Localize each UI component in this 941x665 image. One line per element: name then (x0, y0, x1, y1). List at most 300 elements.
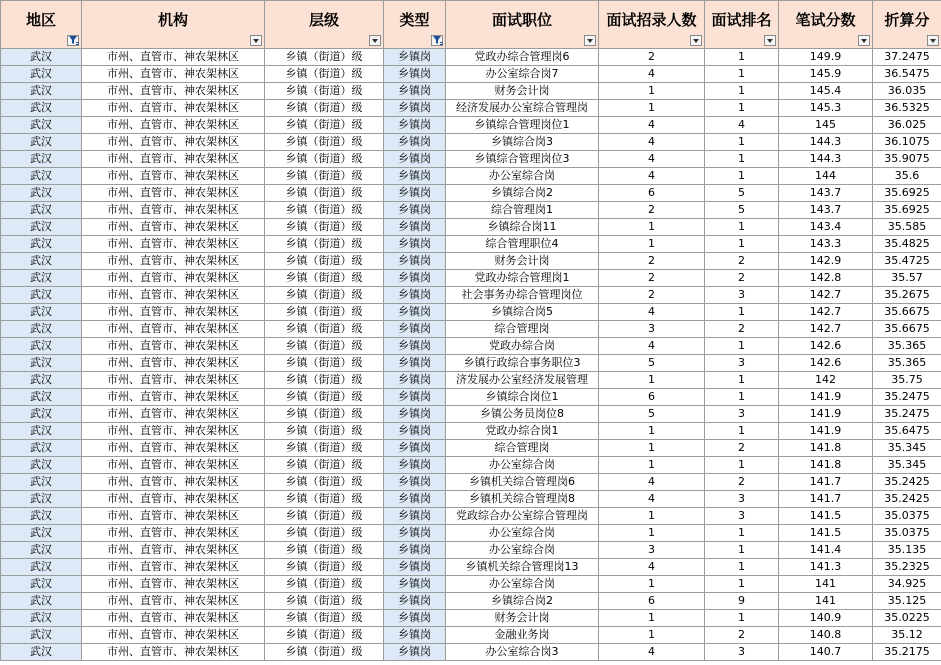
table-row[interactable] (1, 168, 941, 185)
rank-cell[interactable]: 2 (705, 627, 779, 644)
org-cell[interactable]: 市州、直管市、神农架林区 (82, 270, 265, 287)
level-cell[interactable]: 乡镇（街道）级 (265, 321, 384, 338)
converted-score-cell[interactable]: 37.2475 (873, 49, 941, 66)
converted-score-cell[interactable]: 35.2475 (873, 389, 941, 406)
type-cell[interactable]: 乡镇岗 (384, 644, 446, 661)
org-cell[interactable]: 市州、直管市、神农架林区 (82, 168, 265, 185)
level-cell[interactable]: 乡镇（街道）级 (265, 542, 384, 559)
level-cell[interactable]: 乡镇（街道）级 (265, 151, 384, 168)
position-cell[interactable]: 乡镇机关综合管理岗8 (446, 491, 599, 508)
converted-score-cell[interactable]: 35.2425 (873, 491, 941, 508)
type-cell[interactable]: 乡镇岗 (384, 270, 446, 287)
rank-cell[interactable]: 3 (705, 406, 779, 423)
org-cell[interactable]: 市州、直管市、神农架林区 (82, 202, 265, 219)
table-row[interactable] (1, 270, 941, 287)
quota-cell[interactable]: 4 (599, 117, 705, 134)
converted-score-cell[interactable]: 35.6675 (873, 321, 941, 338)
region-cell[interactable]: 武汉 (1, 253, 82, 270)
table-row[interactable] (1, 559, 941, 576)
written-score-cell[interactable]: 141 (779, 576, 873, 593)
level-cell[interactable]: 乡镇（街道）级 (265, 406, 384, 423)
position-cell[interactable]: 办公室综合岗 (446, 525, 599, 542)
level-cell[interactable]: 乡镇（街道）级 (265, 236, 384, 253)
region-cell[interactable]: 武汉 (1, 117, 82, 134)
rank-cell[interactable]: 1 (705, 389, 779, 406)
rank-cell[interactable]: 2 (705, 474, 779, 491)
type-cell[interactable]: 乡镇岗 (384, 593, 446, 610)
position-cell[interactable]: 综合管理职位4 (446, 236, 599, 253)
converted-score-cell[interactable]: 35.4725 (873, 253, 941, 270)
filter-funnel-icon[interactable] (67, 35, 79, 46)
position-cell[interactable]: 济发展办公室经济发展管理 (446, 372, 599, 389)
level-cell[interactable]: 乡镇（街道）级 (265, 49, 384, 66)
rank-cell[interactable]: 1 (705, 542, 779, 559)
written-score-cell[interactable]: 141.9 (779, 406, 873, 423)
rank-cell[interactable]: 3 (705, 491, 779, 508)
level-cell[interactable]: 乡镇（街道）级 (265, 525, 384, 542)
quota-cell[interactable]: 2 (599, 287, 705, 304)
quota-cell[interactable]: 1 (599, 576, 705, 593)
org-cell[interactable]: 市州、直管市、神农架林区 (82, 542, 265, 559)
filter-dropdown-icon[interactable] (584, 35, 596, 46)
filter-dropdown-icon[interactable] (927, 35, 939, 46)
type-cell[interactable]: 乡镇岗 (384, 134, 446, 151)
org-cell[interactable]: 市州、直管市、神农架林区 (82, 151, 265, 168)
region-cell[interactable]: 武汉 (1, 576, 82, 593)
rank-cell[interactable]: 2 (705, 253, 779, 270)
level-cell[interactable]: 乡镇（街道）级 (265, 287, 384, 304)
type-cell[interactable]: 乡镇岗 (384, 508, 446, 525)
org-cell[interactable]: 市州、直管市、神农架林区 (82, 508, 265, 525)
rank-cell[interactable]: 1 (705, 49, 779, 66)
written-score-cell[interactable]: 141.8 (779, 440, 873, 457)
rank-cell[interactable]: 3 (705, 508, 779, 525)
position-cell[interactable]: 乡镇综合岗位1 (446, 389, 599, 406)
type-cell[interactable]: 乡镇岗 (384, 100, 446, 117)
org-cell[interactable]: 市州、直管市、神农架林区 (82, 338, 265, 355)
filter-funnel-icon[interactable] (431, 35, 443, 46)
type-cell[interactable]: 乡镇岗 (384, 219, 446, 236)
org-cell[interactable]: 市州、直管市、神农架林区 (82, 474, 265, 491)
org-cell[interactable]: 市州、直管市、神农架林区 (82, 219, 265, 236)
written-score-cell[interactable]: 141.9 (779, 389, 873, 406)
level-cell[interactable]: 乡镇（街道）级 (265, 644, 384, 661)
level-cell[interactable]: 乡镇（街道）级 (265, 270, 384, 287)
org-cell[interactable]: 市州、直管市、神农架林区 (82, 423, 265, 440)
rank-cell[interactable]: 1 (705, 338, 779, 355)
table-row[interactable] (1, 49, 941, 66)
type-cell[interactable]: 乡镇岗 (384, 474, 446, 491)
org-cell[interactable]: 市州、直管市、神农架林区 (82, 287, 265, 304)
quota-cell[interactable]: 1 (599, 236, 705, 253)
org-cell[interactable]: 市州、直管市、神农架林区 (82, 355, 265, 372)
rank-cell[interactable]: 3 (705, 287, 779, 304)
quota-cell[interactable]: 1 (599, 508, 705, 525)
table-row[interactable] (1, 525, 941, 542)
position-cell[interactable]: 党政综合办公室综合管理岗 (446, 508, 599, 525)
rank-cell[interactable]: 2 (705, 270, 779, 287)
level-cell[interactable]: 乡镇（街道）级 (265, 440, 384, 457)
position-cell[interactable]: 乡镇综合岗5 (446, 304, 599, 321)
type-cell[interactable]: 乡镇岗 (384, 168, 446, 185)
level-cell[interactable]: 乡镇（街道）级 (265, 389, 384, 406)
converted-score-cell[interactable]: 35.2475 (873, 406, 941, 423)
rank-cell[interactable]: 1 (705, 525, 779, 542)
converted-score-cell[interactable]: 35.0375 (873, 525, 941, 542)
position-cell[interactable]: 办公室综合岗 (446, 542, 599, 559)
type-cell[interactable]: 乡镇岗 (384, 542, 446, 559)
level-cell[interactable]: 乡镇（街道）级 (265, 423, 384, 440)
type-cell[interactable]: 乡镇岗 (384, 185, 446, 202)
filter-dropdown-icon[interactable] (764, 35, 776, 46)
org-cell[interactable]: 市州、直管市、神农架林区 (82, 644, 265, 661)
written-score-cell[interactable]: 145.9 (779, 66, 873, 83)
type-cell[interactable]: 乡镇岗 (384, 304, 446, 321)
table-row[interactable] (1, 355, 941, 372)
region-cell[interactable]: 武汉 (1, 627, 82, 644)
written-score-cell[interactable]: 141.5 (779, 508, 873, 525)
region-cell[interactable]: 武汉 (1, 593, 82, 610)
level-cell[interactable]: 乡镇（街道）级 (265, 219, 384, 236)
type-cell[interactable]: 乡镇岗 (384, 83, 446, 100)
type-cell[interactable]: 乡镇岗 (384, 287, 446, 304)
type-cell[interactable]: 乡镇岗 (384, 627, 446, 644)
converted-score-cell[interactable]: 36.035 (873, 83, 941, 100)
written-score-cell[interactable]: 141.9 (779, 423, 873, 440)
position-cell[interactable]: 党政办综合管理岗1 (446, 270, 599, 287)
region-cell[interactable]: 武汉 (1, 525, 82, 542)
type-cell[interactable]: 乡镇岗 (384, 49, 446, 66)
converted-score-cell[interactable]: 36.1075 (873, 134, 941, 151)
level-cell[interactable]: 乡镇（街道）级 (265, 202, 384, 219)
type-cell[interactable]: 乡镇岗 (384, 321, 446, 338)
type-cell[interactable]: 乡镇岗 (384, 389, 446, 406)
header-converted-score[interactable] (873, 1, 941, 49)
quota-cell[interactable]: 4 (599, 134, 705, 151)
rank-cell[interactable]: 2 (705, 321, 779, 338)
type-cell[interactable]: 乡镇岗 (384, 423, 446, 440)
converted-score-cell[interactable]: 35.125 (873, 593, 941, 610)
type-cell[interactable]: 乡镇岗 (384, 253, 446, 270)
quota-cell[interactable]: 4 (599, 644, 705, 661)
region-cell[interactable]: 武汉 (1, 185, 82, 202)
converted-score-cell[interactable]: 35.6675 (873, 304, 941, 321)
written-score-cell[interactable]: 142.6 (779, 355, 873, 372)
quota-cell[interactable]: 4 (599, 491, 705, 508)
table-row[interactable] (1, 66, 941, 83)
written-score-cell[interactable]: 144 (779, 168, 873, 185)
region-cell[interactable]: 武汉 (1, 151, 82, 168)
quota-cell[interactable]: 1 (599, 100, 705, 117)
converted-score-cell[interactable]: 35.6925 (873, 202, 941, 219)
position-cell[interactable]: 乡镇行政综合事务职位3 (446, 355, 599, 372)
quota-cell[interactable]: 4 (599, 474, 705, 491)
region-cell[interactable]: 武汉 (1, 491, 82, 508)
org-cell[interactable]: 市州、直管市、神农架林区 (82, 372, 265, 389)
written-score-cell[interactable]: 145.4 (779, 83, 873, 100)
level-cell[interactable]: 乡镇（街道）级 (265, 372, 384, 389)
type-cell[interactable]: 乡镇岗 (384, 202, 446, 219)
position-cell[interactable]: 综合管理岗 (446, 440, 599, 457)
quota-cell[interactable]: 4 (599, 338, 705, 355)
type-cell[interactable]: 乡镇岗 (384, 355, 446, 372)
position-cell[interactable]: 乡镇综合管理岗位3 (446, 151, 599, 168)
written-score-cell[interactable]: 142.7 (779, 287, 873, 304)
type-cell[interactable]: 乡镇岗 (384, 457, 446, 474)
region-cell[interactable]: 武汉 (1, 423, 82, 440)
header-region[interactable] (1, 1, 82, 49)
position-cell[interactable]: 金融业务岗 (446, 627, 599, 644)
region-cell[interactable]: 武汉 (1, 644, 82, 661)
quota-cell[interactable]: 2 (599, 49, 705, 66)
region-cell[interactable]: 武汉 (1, 457, 82, 474)
quota-cell[interactable]: 4 (599, 66, 705, 83)
written-score-cell[interactable]: 142.7 (779, 321, 873, 338)
type-cell[interactable]: 乡镇岗 (384, 117, 446, 134)
quota-cell[interactable]: 1 (599, 83, 705, 100)
region-cell[interactable]: 武汉 (1, 440, 82, 457)
level-cell[interactable]: 乡镇（街道）级 (265, 508, 384, 525)
type-cell[interactable]: 乡镇岗 (384, 440, 446, 457)
table-row[interactable] (1, 236, 941, 253)
region-cell[interactable]: 武汉 (1, 49, 82, 66)
header-written-score[interactable] (779, 1, 873, 49)
org-cell[interactable]: 市州、直管市、神农架林区 (82, 49, 265, 66)
region-cell[interactable]: 武汉 (1, 287, 82, 304)
rank-cell[interactable]: 5 (705, 185, 779, 202)
converted-score-cell[interactable]: 35.0375 (873, 508, 941, 525)
position-cell[interactable]: 乡镇机关综合管理岗6 (446, 474, 599, 491)
converted-score-cell[interactable]: 35.585 (873, 219, 941, 236)
quota-cell[interactable]: 2 (599, 202, 705, 219)
region-cell[interactable]: 武汉 (1, 134, 82, 151)
rank-cell[interactable]: 1 (705, 576, 779, 593)
region-cell[interactable]: 武汉 (1, 338, 82, 355)
quota-cell[interactable]: 3 (599, 542, 705, 559)
table-row[interactable] (1, 593, 941, 610)
quota-cell[interactable]: 1 (599, 627, 705, 644)
level-cell[interactable]: 乡镇（街道）级 (265, 610, 384, 627)
position-cell[interactable]: 乡镇机关综合管理岗13 (446, 559, 599, 576)
position-cell[interactable]: 乡镇综合岗2 (446, 185, 599, 202)
table-row[interactable] (1, 83, 941, 100)
org-cell[interactable]: 市州、直管市、神农架林区 (82, 83, 265, 100)
quota-cell[interactable]: 2 (599, 253, 705, 270)
region-cell[interactable]: 武汉 (1, 83, 82, 100)
org-cell[interactable]: 市州、直管市、神农架林区 (82, 253, 265, 270)
written-score-cell[interactable]: 145 (779, 117, 873, 134)
level-cell[interactable]: 乡镇（街道）级 (265, 117, 384, 134)
position-cell[interactable]: 社会事务办综合管理岗位 (446, 287, 599, 304)
region-cell[interactable]: 武汉 (1, 270, 82, 287)
converted-score-cell[interactable]: 35.2425 (873, 474, 941, 491)
quota-cell[interactable]: 4 (599, 304, 705, 321)
position-cell[interactable]: 乡镇公务员岗位8 (446, 406, 599, 423)
table-row[interactable] (1, 576, 941, 593)
written-score-cell[interactable]: 140.7 (779, 644, 873, 661)
converted-score-cell[interactable]: 35.135 (873, 542, 941, 559)
written-score-cell[interactable]: 143.7 (779, 202, 873, 219)
converted-score-cell[interactable]: 35.365 (873, 338, 941, 355)
table-row[interactable] (1, 321, 941, 338)
rank-cell[interactable]: 1 (705, 151, 779, 168)
rank-cell[interactable]: 1 (705, 236, 779, 253)
org-cell[interactable]: 市州、直管市、神农架林区 (82, 389, 265, 406)
written-score-cell[interactable]: 143.3 (779, 236, 873, 253)
org-cell[interactable]: 市州、直管市、神农架林区 (82, 525, 265, 542)
type-cell[interactable]: 乡镇岗 (384, 610, 446, 627)
filter-dropdown-icon[interactable] (858, 35, 870, 46)
level-cell[interactable]: 乡镇（街道）级 (265, 253, 384, 270)
written-score-cell[interactable]: 140.8 (779, 627, 873, 644)
rank-cell[interactable]: 1 (705, 66, 779, 83)
written-score-cell[interactable]: 143.7 (779, 185, 873, 202)
level-cell[interactable]: 乡镇（街道）级 (265, 83, 384, 100)
converted-score-cell[interactable]: 35.4825 (873, 236, 941, 253)
written-score-cell[interactable]: 140.9 (779, 610, 873, 627)
org-cell[interactable]: 市州、直管市、神农架林区 (82, 321, 265, 338)
region-cell[interactable]: 武汉 (1, 406, 82, 423)
position-cell[interactable]: 办公室综合岗3 (446, 644, 599, 661)
header-quota[interactable] (599, 1, 705, 49)
quota-cell[interactable]: 4 (599, 559, 705, 576)
quota-cell[interactable]: 1 (599, 423, 705, 440)
written-score-cell[interactable]: 141.8 (779, 457, 873, 474)
table-row[interactable] (1, 100, 941, 117)
table-row[interactable] (1, 491, 941, 508)
rank-cell[interactable]: 4 (705, 117, 779, 134)
written-score-cell[interactable]: 149.9 (779, 49, 873, 66)
written-score-cell[interactable]: 142.8 (779, 270, 873, 287)
quota-cell[interactable]: 4 (599, 168, 705, 185)
position-cell[interactable]: 经济发展办公室综合管理岗 (446, 100, 599, 117)
quota-cell[interactable]: 1 (599, 525, 705, 542)
org-cell[interactable]: 市州、直管市、神农架林区 (82, 610, 265, 627)
written-score-cell[interactable]: 142 (779, 372, 873, 389)
converted-score-cell[interactable]: 35.57 (873, 270, 941, 287)
position-cell[interactable]: 财务会计岗 (446, 83, 599, 100)
quota-cell[interactable]: 1 (599, 372, 705, 389)
level-cell[interactable]: 乡镇（街道）级 (265, 355, 384, 372)
rank-cell[interactable]: 1 (705, 168, 779, 185)
org-cell[interactable]: 市州、直管市、神农架林区 (82, 559, 265, 576)
quota-cell[interactable]: 6 (599, 185, 705, 202)
position-cell[interactable]: 办公室综合岗 (446, 168, 599, 185)
rank-cell[interactable]: 1 (705, 83, 779, 100)
filter-dropdown-icon[interactable] (690, 35, 702, 46)
quota-cell[interactable]: 4 (599, 151, 705, 168)
position-cell[interactable]: 乡镇综合岗3 (446, 134, 599, 151)
org-cell[interactable]: 市州、直管市、神农架林区 (82, 117, 265, 134)
level-cell[interactable]: 乡镇（街道）级 (265, 559, 384, 576)
written-score-cell[interactable]: 141.4 (779, 542, 873, 559)
type-cell[interactable]: 乡镇岗 (384, 66, 446, 83)
table-row[interactable] (1, 304, 941, 321)
written-score-cell[interactable]: 141.3 (779, 559, 873, 576)
table-row[interactable] (1, 185, 941, 202)
table-row[interactable] (1, 219, 941, 236)
header-level[interactable] (265, 1, 384, 49)
written-score-cell[interactable]: 141.7 (779, 491, 873, 508)
table-row[interactable] (1, 117, 941, 134)
table-row[interactable] (1, 457, 941, 474)
position-cell[interactable]: 办公室综合岗 (446, 457, 599, 474)
written-score-cell[interactable]: 144.3 (779, 134, 873, 151)
rank-cell[interactable]: 2 (705, 440, 779, 457)
rank-cell[interactable]: 1 (705, 610, 779, 627)
position-cell[interactable]: 乡镇综合岗2 (446, 593, 599, 610)
filter-dropdown-icon[interactable] (369, 35, 381, 46)
rank-cell[interactable]: 1 (705, 372, 779, 389)
table-row[interactable] (1, 134, 941, 151)
position-cell[interactable]: 综合管理岗 (446, 321, 599, 338)
table-row[interactable] (1, 627, 941, 644)
converted-score-cell[interactable]: 35.6925 (873, 185, 941, 202)
level-cell[interactable]: 乡镇（街道）级 (265, 474, 384, 491)
position-cell[interactable]: 党政办综合管理岗6 (446, 49, 599, 66)
quota-cell[interactable]: 1 (599, 610, 705, 627)
org-cell[interactable]: 市州、直管市、神农架林区 (82, 134, 265, 151)
position-cell[interactable]: 党政办综合岗1 (446, 423, 599, 440)
region-cell[interactable]: 武汉 (1, 508, 82, 525)
table-row[interactable] (1, 338, 941, 355)
rank-cell[interactable]: 1 (705, 423, 779, 440)
region-cell[interactable]: 武汉 (1, 236, 82, 253)
level-cell[interactable]: 乡镇（街道）级 (265, 134, 384, 151)
converted-score-cell[interactable]: 35.9075 (873, 151, 941, 168)
written-score-cell[interactable]: 142.9 (779, 253, 873, 270)
converted-score-cell[interactable]: 35.6 (873, 168, 941, 185)
region-cell[interactable]: 武汉 (1, 389, 82, 406)
position-cell[interactable]: 办公室综合岗 (446, 576, 599, 593)
quota-cell[interactable]: 5 (599, 355, 705, 372)
table-row[interactable] (1, 202, 941, 219)
org-cell[interactable]: 市州、直管市、神农架林区 (82, 185, 265, 202)
header-position[interactable] (446, 1, 599, 49)
quota-cell[interactable]: 3 (599, 321, 705, 338)
table-row[interactable] (1, 474, 941, 491)
rank-cell[interactable]: 1 (705, 559, 779, 576)
table-row[interactable] (1, 610, 941, 627)
org-cell[interactable]: 市州、直管市、神农架林区 (82, 406, 265, 423)
table-row[interactable] (1, 253, 941, 270)
table-row[interactable] (1, 287, 941, 304)
position-cell[interactable]: 党政办综合岗 (446, 338, 599, 355)
quota-cell[interactable]: 6 (599, 389, 705, 406)
position-cell[interactable]: 办公室综合岗7 (446, 66, 599, 83)
type-cell[interactable]: 乡镇岗 (384, 525, 446, 542)
type-cell[interactable]: 乡镇岗 (384, 406, 446, 423)
header-type[interactable] (384, 1, 446, 49)
converted-score-cell[interactable]: 34.925 (873, 576, 941, 593)
table-row[interactable] (1, 440, 941, 457)
written-score-cell[interactable]: 144.3 (779, 151, 873, 168)
position-cell[interactable]: 乡镇综合岗11 (446, 219, 599, 236)
level-cell[interactable]: 乡镇（街道）级 (265, 491, 384, 508)
region-cell[interactable]: 武汉 (1, 610, 82, 627)
org-cell[interactable]: 市州、直管市、神农架林区 (82, 66, 265, 83)
org-cell[interactable]: 市州、直管市、神农架林区 (82, 593, 265, 610)
position-cell[interactable]: 综合管理岗1 (446, 202, 599, 219)
level-cell[interactable]: 乡镇（街道）级 (265, 338, 384, 355)
type-cell[interactable]: 乡镇岗 (384, 559, 446, 576)
type-cell[interactable]: 乡镇岗 (384, 491, 446, 508)
written-score-cell[interactable]: 141.7 (779, 474, 873, 491)
position-cell[interactable]: 财务会计岗 (446, 610, 599, 627)
converted-score-cell[interactable]: 35.2175 (873, 644, 941, 661)
region-cell[interactable]: 武汉 (1, 542, 82, 559)
written-score-cell[interactable]: 141.5 (779, 525, 873, 542)
